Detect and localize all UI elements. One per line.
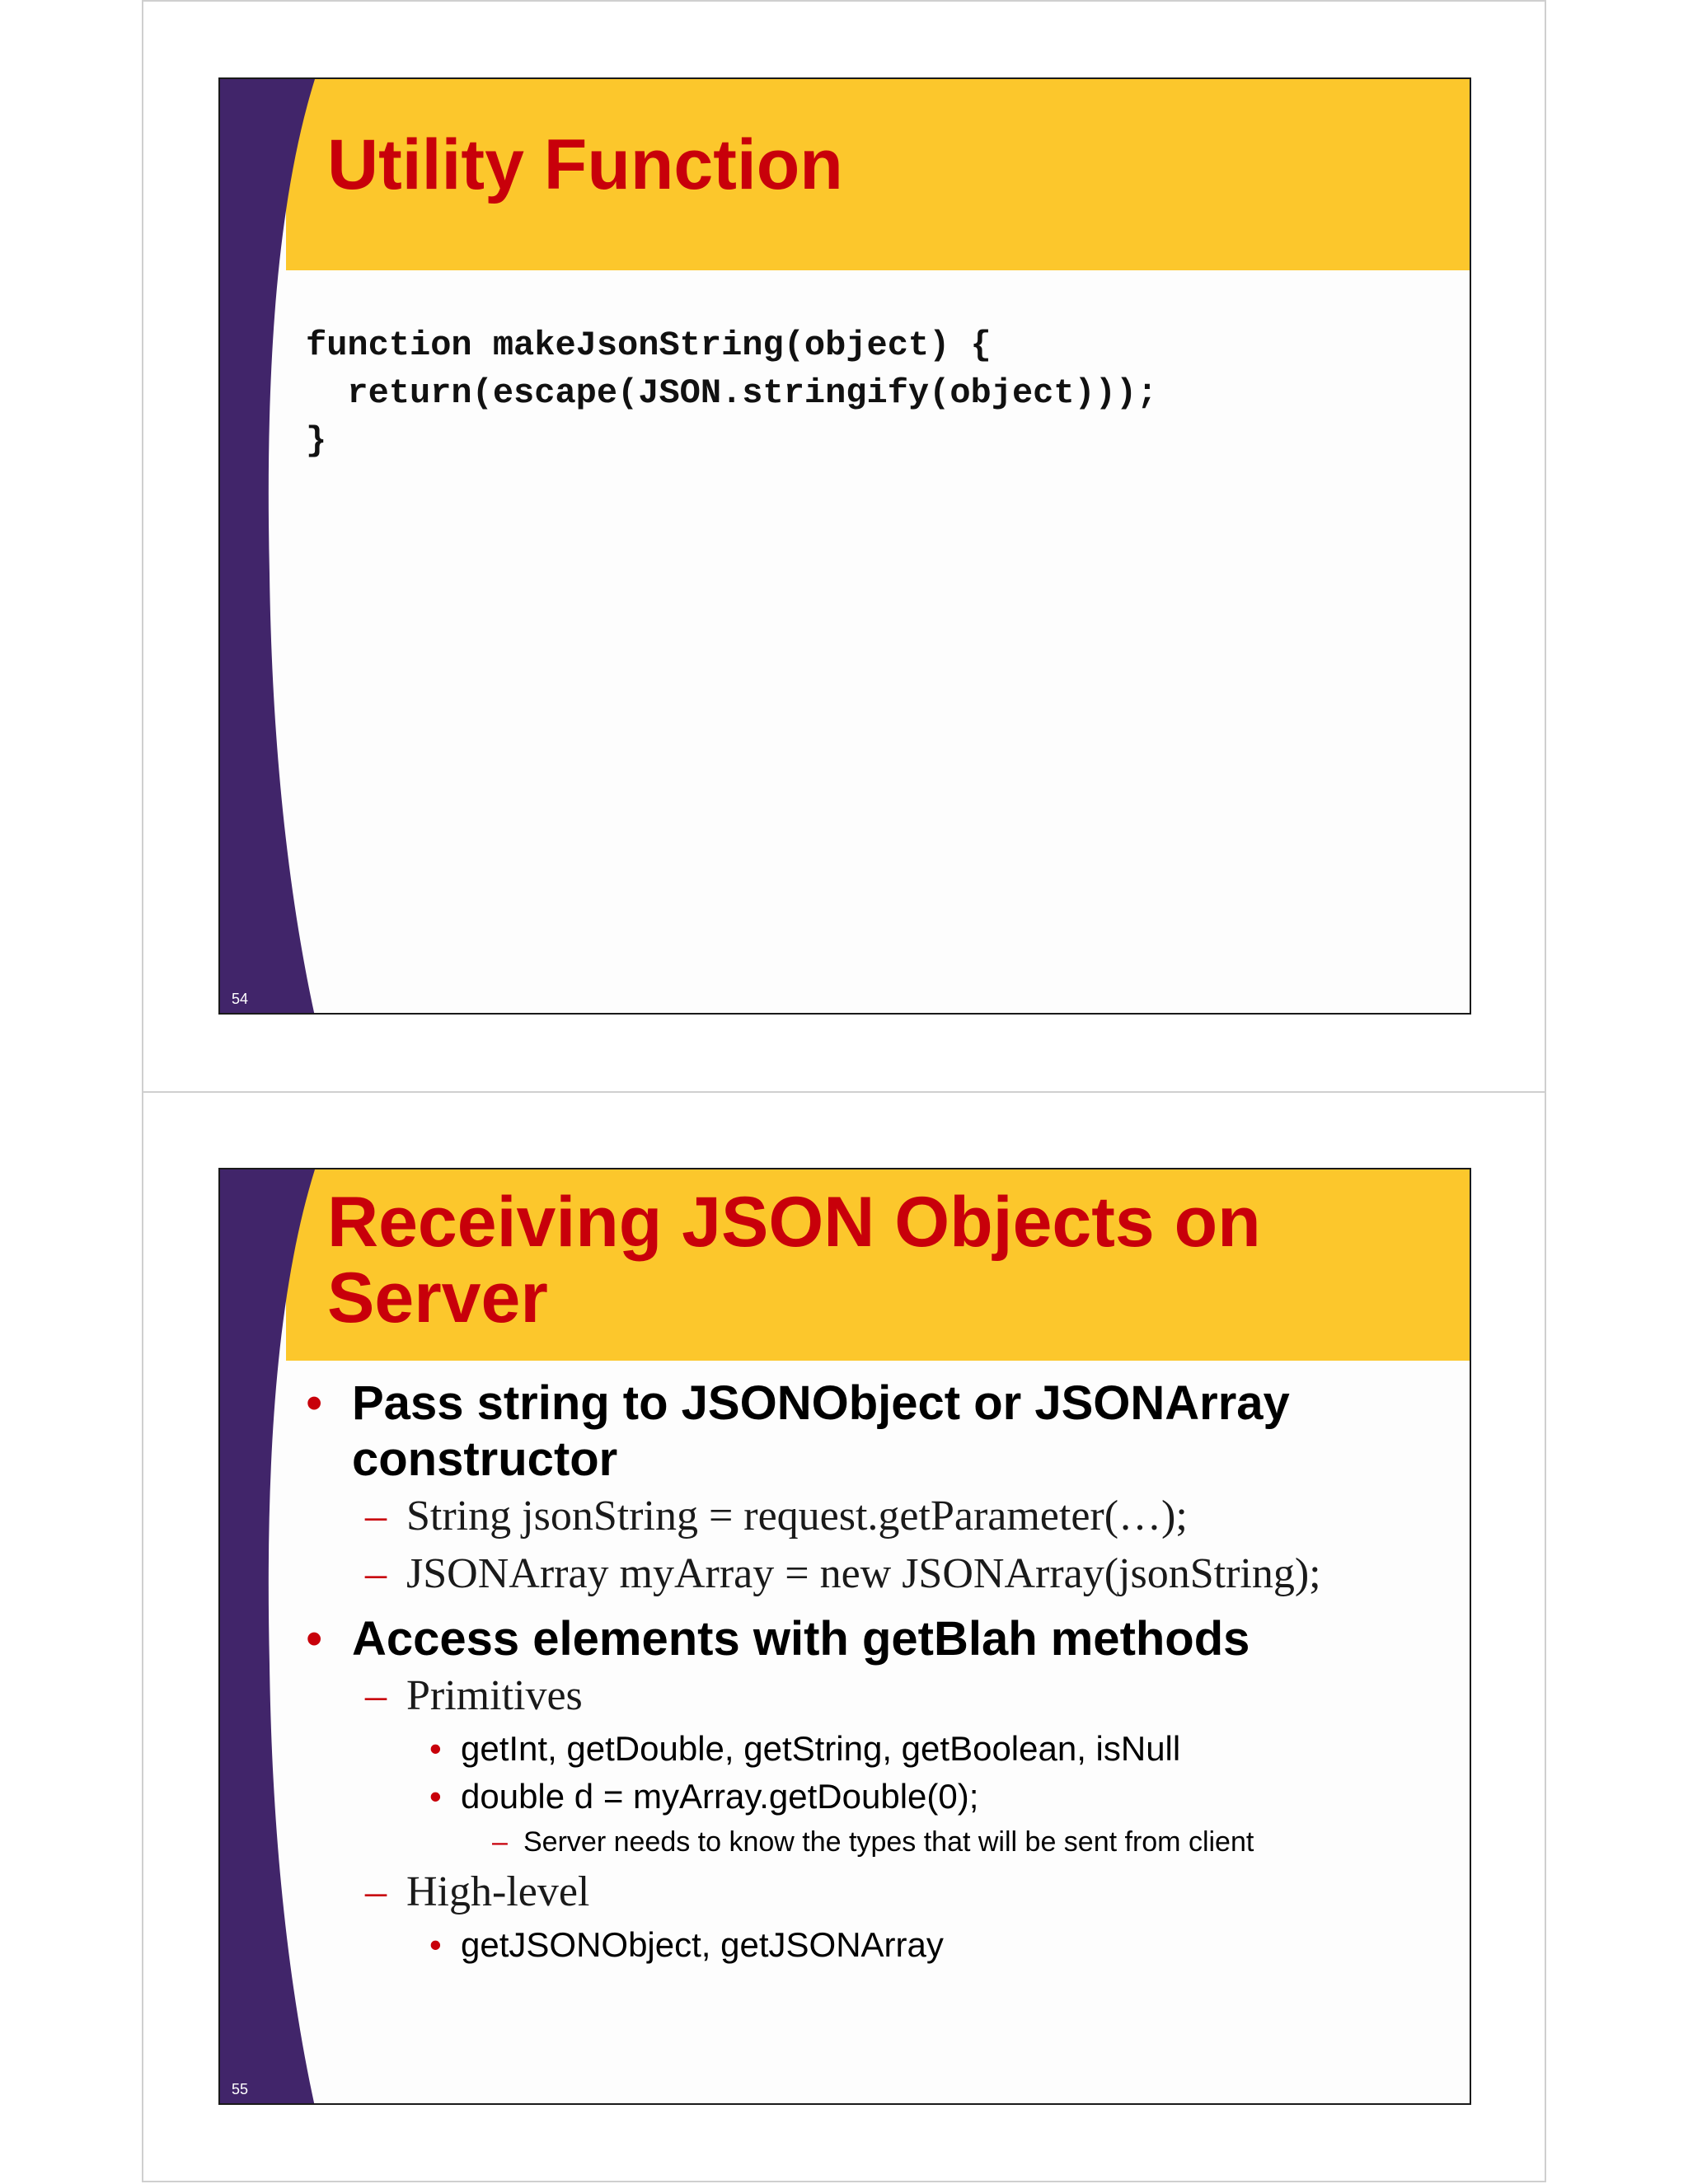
bullet-level-2 — [306, 1667, 1437, 1725]
bullet-level-4 — [306, 1821, 1437, 1863]
bullet-text: getJSONObject, getJSONArray — [461, 1925, 944, 1964]
bullet-level-2 — [306, 1545, 1437, 1603]
bullet-level-1 — [306, 1376, 1437, 1488]
slide-number: 54 — [232, 991, 249, 1007]
bullet-text: Primitives — [406, 1672, 583, 1719]
slide-title-line-2: Server — [327, 1258, 548, 1338]
bullet-text: High-level — [406, 1868, 590, 1915]
slide-title — [327, 1184, 1261, 1336]
slide-55 — [218, 1168, 1471, 2105]
slide-54 — [218, 77, 1471, 1015]
page-divider — [142, 1091, 1546, 1093]
code-line: return(escape(JSON.stringify(object))); — [306, 373, 1158, 413]
bullet-marker: – — [365, 1672, 387, 1719]
bullet-text: JSONArray myArray = new JSONArray(jsonString); — [406, 1550, 1321, 1597]
bullet-text: getInt, getDouble, getString, getBoolean, isNull — [461, 1729, 1181, 1768]
bullet-level-2 — [306, 1488, 1437, 1545]
bullet-marker: • — [306, 1376, 323, 1430]
bullet-level-3 — [306, 1725, 1437, 1773]
sidebar-decoration — [220, 1169, 319, 2105]
bullet-marker: – — [492, 1826, 508, 1858]
bullet-text: double d = myArray.getDouble(0); — [461, 1777, 979, 1816]
bullet-text: Pass string to JSONObject or JSONArray constructor — [352, 1376, 1290, 1486]
bullet-text: String jsonString = request.getParameter(…); — [406, 1493, 1188, 1540]
code-line: function makeJsonString(object) { — [306, 326, 992, 365]
bullet-marker: – — [365, 1868, 387, 1915]
slide-number: 55 — [232, 2081, 249, 2097]
bullet-marker: • — [306, 1612, 323, 1666]
code-line: } — [306, 421, 327, 461]
code-block — [306, 321, 1157, 465]
bullet-marker: • — [429, 1777, 442, 1816]
bullet-text: Access elements with getBlah methods — [352, 1612, 1250, 1666]
bullet-marker: • — [429, 1925, 442, 1964]
bullet-level-2 — [306, 1863, 1437, 1921]
bullet-marker: – — [365, 1550, 387, 1597]
bullet-text: Server needs to know the types that will be sent from client — [523, 1826, 1254, 1858]
slide-title: Utility Function — [327, 125, 843, 204]
bullet-list — [306, 1367, 1437, 1969]
bullet-level-3 — [306, 1773, 1437, 1821]
slide-title-line-1: Receiving JSON Objects on — [327, 1183, 1261, 1262]
bullet-level-1 — [306, 1611, 1437, 1667]
sidebar-decoration — [220, 79, 319, 1015]
bullet-marker: – — [365, 1493, 387, 1540]
bullet-level-3 — [306, 1921, 1437, 1969]
bullet-marker: • — [429, 1729, 442, 1768]
